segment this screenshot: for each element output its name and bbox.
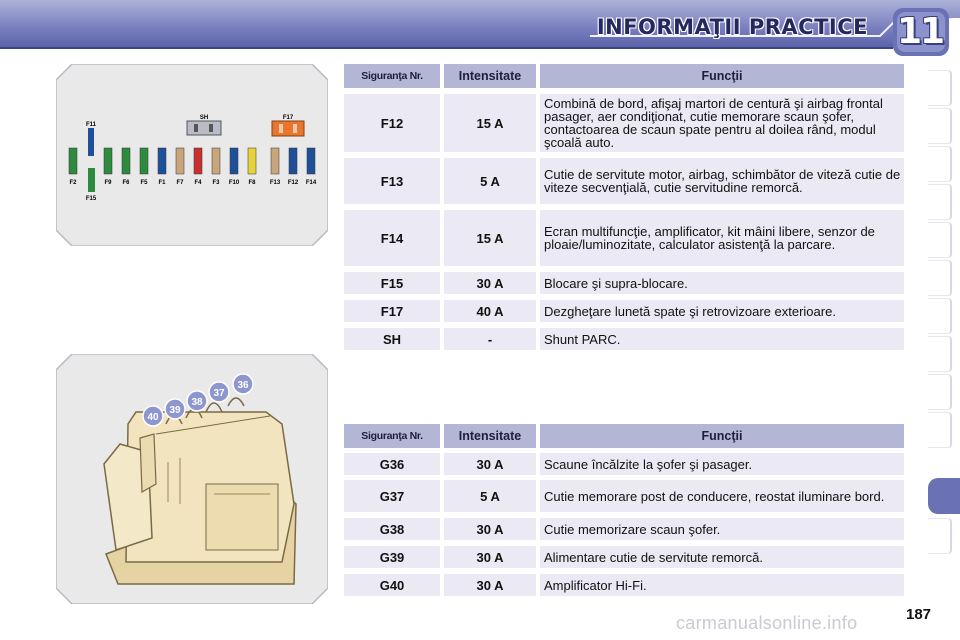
fuse-intensity: 30 A [444, 546, 536, 568]
fuse-label-f15: F15 [85, 196, 97, 202]
fuse-intensity: 5 A [444, 158, 536, 204]
shunt-sh [187, 121, 221, 135]
table-header-row [344, 64, 904, 88]
chapter-tab[interactable] [928, 374, 952, 410]
fuse-function: Cutie de servitute motor, airbag, schimbător de viteză cutie de viteze secvenţială, cutie servitudine remorcă. [540, 158, 904, 204]
chapter-number: 11 [896, 11, 944, 52]
fuse-id: F14 [344, 210, 440, 266]
fuse-f15 [88, 168, 95, 192]
relay-badge-label: 38 [191, 397, 203, 408]
fuse-f9 [104, 148, 112, 174]
table-row [344, 272, 904, 294]
header-intensity: Intensitate [444, 424, 536, 448]
fuse-table-1 [344, 64, 904, 354]
relay-badge [209, 382, 229, 402]
table-row [344, 518, 904, 540]
fuse-f1 [158, 148, 166, 174]
table-row [344, 300, 904, 322]
fuse-function: Scaune încălzite la şofer şi pasager. [540, 453, 904, 475]
fuse-intensity: 30 A [444, 272, 536, 294]
fuse-label-f3: F3 [212, 180, 220, 186]
header-function: Funcţii [540, 64, 904, 88]
fuse-id: G38 [344, 518, 440, 540]
fuse-label-f8: F8 [248, 180, 256, 186]
fuse-label-f10: F10 [228, 180, 240, 186]
fuse-intensity: 30 A [444, 453, 536, 475]
fuse-box-diagram [56, 64, 328, 246]
fuse-f14 [307, 148, 315, 174]
table-row [344, 94, 904, 152]
header-fuse: Siguranţa Nr. [344, 64, 440, 88]
fuse-f12 [289, 148, 297, 174]
fuse-label-f4: F4 [194, 180, 202, 186]
fuse-intensity: 30 A [444, 518, 536, 540]
fuse-table-2 [344, 424, 904, 600]
fuse-id: F15 [344, 272, 440, 294]
chapter-tab[interactable] [928, 222, 952, 258]
fuse-f2 [69, 148, 77, 174]
chapter-tab[interactable] [928, 298, 952, 334]
fuse-function: Alimentare cutie de servitute remorcă. [540, 546, 904, 568]
fuse-id: SH [344, 328, 440, 350]
fuse-label-f7: F7 [176, 180, 184, 186]
relay-badge-label: 39 [169, 405, 181, 416]
fuse-f8 [248, 148, 256, 174]
watermark: carmanualsonline.info [676, 613, 858, 633]
fuse-f5 [140, 148, 148, 174]
chapter-tab[interactable] [928, 412, 952, 448]
fuse-intensity: 40 A [444, 300, 536, 322]
table-header-row [344, 424, 904, 448]
relay-badge-label: 37 [213, 388, 225, 399]
page-number: 187 [906, 606, 932, 623]
table-row [344, 158, 904, 204]
table-row [344, 453, 904, 475]
relay-badge-label: 36 [237, 380, 249, 391]
fuse-id: G40 [344, 574, 440, 596]
fuse-id: G36 [344, 453, 440, 475]
fuse-label-f2: F2 [69, 180, 77, 186]
fuse-f17 [272, 121, 304, 136]
fuse-f10 [230, 148, 238, 174]
fuse-f4 [194, 148, 202, 174]
fuse-label-f5: F5 [140, 180, 148, 186]
chapter-tabs [928, 70, 960, 580]
fuse-label-f13: F13 [269, 180, 281, 186]
fuse-intensity: 15 A [444, 94, 536, 152]
header-intensity: Intensitate [444, 64, 536, 88]
fuse-id: G37 [344, 480, 440, 512]
table-row [344, 480, 904, 512]
relay-box-diagram [56, 354, 328, 604]
fuse-intensity: - [444, 328, 536, 350]
fuse-intensity: 5 A [444, 480, 536, 512]
page-title: INFORMAŢII PRACTICE [596, 15, 868, 39]
fuse-label-f17: F17 [282, 115, 294, 121]
fuse-intensity: 15 A [444, 210, 536, 266]
chapter-tab[interactable] [928, 146, 952, 182]
table-row [344, 546, 904, 568]
fuse-label-f1: F1 [158, 180, 166, 186]
fuse-id: F12 [344, 94, 440, 152]
relay-badge [187, 391, 207, 411]
chapter-tab[interactable] [928, 336, 952, 372]
fuse-f13 [271, 148, 279, 174]
fuse-label-f14: F14 [305, 180, 317, 186]
fuse-function: Combină de bord, afişaj martori de centură şi airbag frontal pasager, aer condiţionat, cutie memorare scaun şofer, contactoarea de scaun spate pentru al doilea rând, modul şcoală auto. [540, 94, 904, 152]
table-row [344, 210, 904, 266]
fuse-label-f9: F9 [104, 180, 112, 186]
fuse-id: G39 [344, 546, 440, 568]
relay-badge [233, 374, 253, 394]
fuse-function: Cutie memorizare scaun şofer. [540, 518, 904, 540]
fuse-id: F13 [344, 158, 440, 204]
chapter-tab-active[interactable] [928, 478, 960, 514]
chapter-tab[interactable] [928, 260, 952, 296]
header-function: Funcţii [540, 424, 904, 448]
fuse-intensity: 30 A [444, 574, 536, 596]
fuse-f6 [122, 148, 130, 174]
fuse-function: Shunt PARC. [540, 328, 904, 350]
header-fuse: Siguranţa Nr. [344, 424, 440, 448]
fuse-label-f6: F6 [122, 180, 130, 186]
fuse-label-f12: F12 [287, 180, 299, 186]
fuse-f7 [176, 148, 184, 174]
fuse-function: Amplificator Hi-Fi. [540, 574, 904, 596]
fuse-f3 [212, 148, 220, 174]
fuse-function: Blocare şi supra-blocare. [540, 272, 904, 294]
fuse-id: F17 [344, 300, 440, 322]
chapter-tab[interactable] [928, 70, 952, 106]
relay-badge [143, 406, 163, 426]
fuse-function: Ecran multifuncţie, amplificator, kit mâini libere, senzor de ploaie/luminozitate, calculator asistenţă la parcare. [540, 210, 904, 266]
table-row [344, 574, 904, 596]
chapter-tab[interactable] [928, 184, 952, 220]
fuse-label-sh: SH [199, 115, 209, 121]
relay-badge [165, 399, 185, 419]
chapter-tab[interactable] [928, 518, 952, 554]
fuse-function: Cutie memorare post de conducere, reostat iluminare bord. [540, 480, 904, 512]
chapter-tab[interactable] [928, 108, 952, 144]
fuse-function: Dezgheţare lunetă spate şi retrovizoare exterioare. [540, 300, 904, 322]
table-row [344, 328, 904, 350]
fuse-label-f11: F11 [85, 122, 97, 128]
fuse-f11 [88, 128, 94, 156]
relay-badge-label: 40 [147, 412, 159, 423]
